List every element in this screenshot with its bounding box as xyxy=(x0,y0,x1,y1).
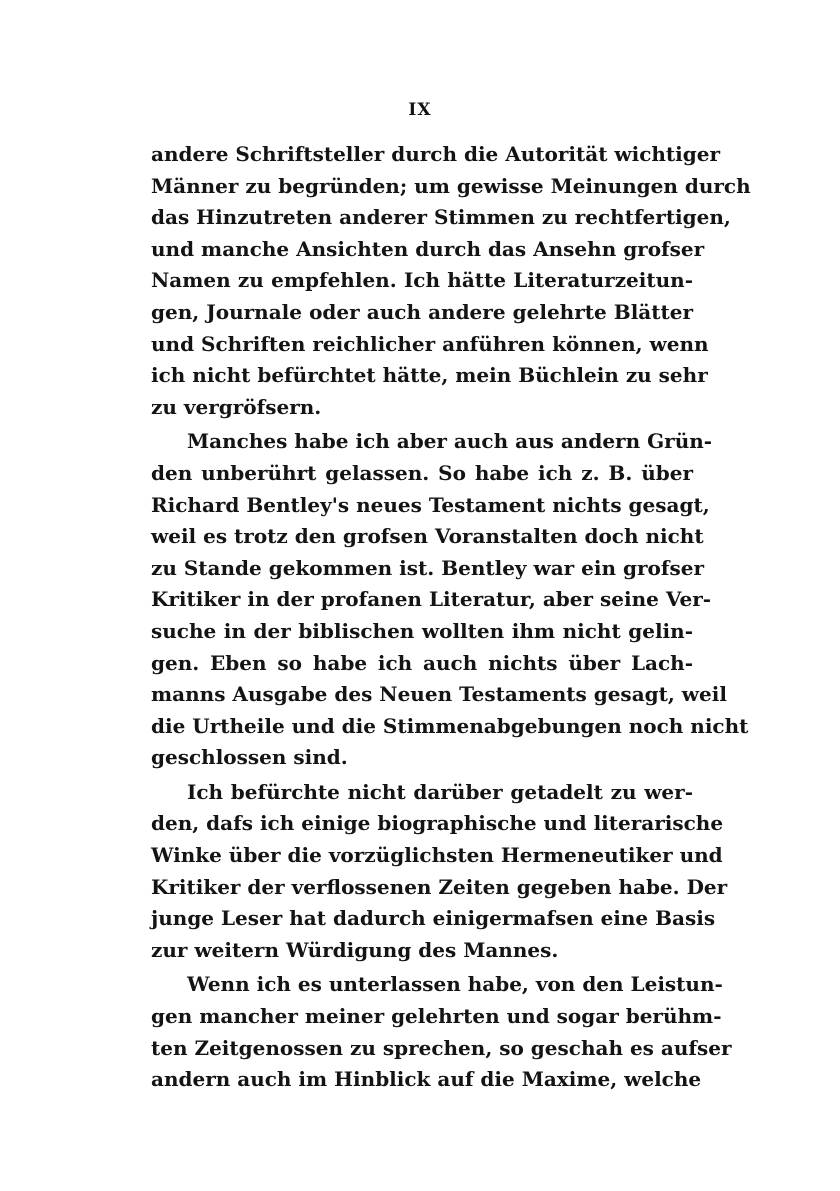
text-line: ten Zeitgenossen zu sprechen, so geschah es aufser xyxy=(151,1035,732,1060)
text-line: das Hinzutreten anderer Stimmen zu rechtfertigen, xyxy=(151,205,731,230)
text-line: Namen zu empfehlen. Ich hätte Literaturzeitun- xyxy=(151,268,693,293)
text-line: Kritiker in der profanen Literatur, aber seine Ver- xyxy=(151,587,712,612)
text-line: und manche Ansichten durch das Ansehn grofser xyxy=(151,236,705,261)
text-line: gen. Eben so habe ich auch nichts über Lach- xyxy=(151,650,693,675)
text-line: gen mancher meiner gelehrten und sogar berühm- xyxy=(151,1004,722,1029)
text-line: und Schriften reichlicher anführen können, wenn xyxy=(151,331,709,356)
text-line: Ich befürchte nicht darüber getadelt zu wer- xyxy=(187,779,693,804)
text-line: andern auch im Hinblick auf die Maxime, welche xyxy=(151,1067,702,1092)
text-line: Männer zu begründen; um gewisse Meinungen durch xyxy=(151,173,751,198)
text-line: Richard Bentley's neues Testament nichts gesagt, xyxy=(151,492,710,517)
text-line: gen, Journale oder auch andere gelehrte Blätter xyxy=(151,299,693,324)
paragraph-3 xyxy=(151,777,728,967)
text-line: ich nicht befürchtet hätte, mein Büchlein zu sehr xyxy=(151,363,708,388)
text-line: zu vergröfsern. xyxy=(151,394,322,419)
text-line: die Urtheile und die Stimmenabgebungen noch nicht xyxy=(151,713,749,738)
text-line: Manches habe ich aber auch aus andern Grün- xyxy=(187,429,713,454)
text-line: geschlossen sind. xyxy=(151,745,348,770)
text-line: junge Leser hat dadurch einigermafsen eine Basis xyxy=(151,906,716,931)
paragraph-2 xyxy=(151,426,749,774)
paragraph-4 xyxy=(151,969,732,1095)
text-line: suche in der biblischen wollten ihm nicht gelin- xyxy=(151,618,693,643)
text-line: andere Schriftsteller durch die Autorität wichtiger xyxy=(151,142,721,166)
text-line: zur weitern Würdigung des Mannes. xyxy=(151,937,559,962)
text-line: Kritiker der verflossenen Zeiten gegeben habe. Der xyxy=(151,874,728,899)
text-line: manns Ausgabe des Neuen Testaments gesagt, weil xyxy=(151,682,727,707)
page-number: IX xyxy=(408,100,432,120)
paragraph-1 xyxy=(151,139,751,423)
text-line: Winke über die vorzüglichsten Hermeneutiker und xyxy=(151,843,723,868)
text-line: den unberührt gelassen. So habe ich z. B. über xyxy=(151,460,693,485)
text-line: zu Stande gekommen ist. Bentley war ein grofser xyxy=(151,555,704,580)
body-text xyxy=(151,139,751,1096)
text-line: Wenn ich es unterlassen habe, von den Leistun- xyxy=(187,972,723,997)
text-line: weil es trotz den grofsen Voranstalten doch nicht xyxy=(151,524,704,549)
text-line: den, dafs ich einige biographische und literarische xyxy=(151,811,724,836)
